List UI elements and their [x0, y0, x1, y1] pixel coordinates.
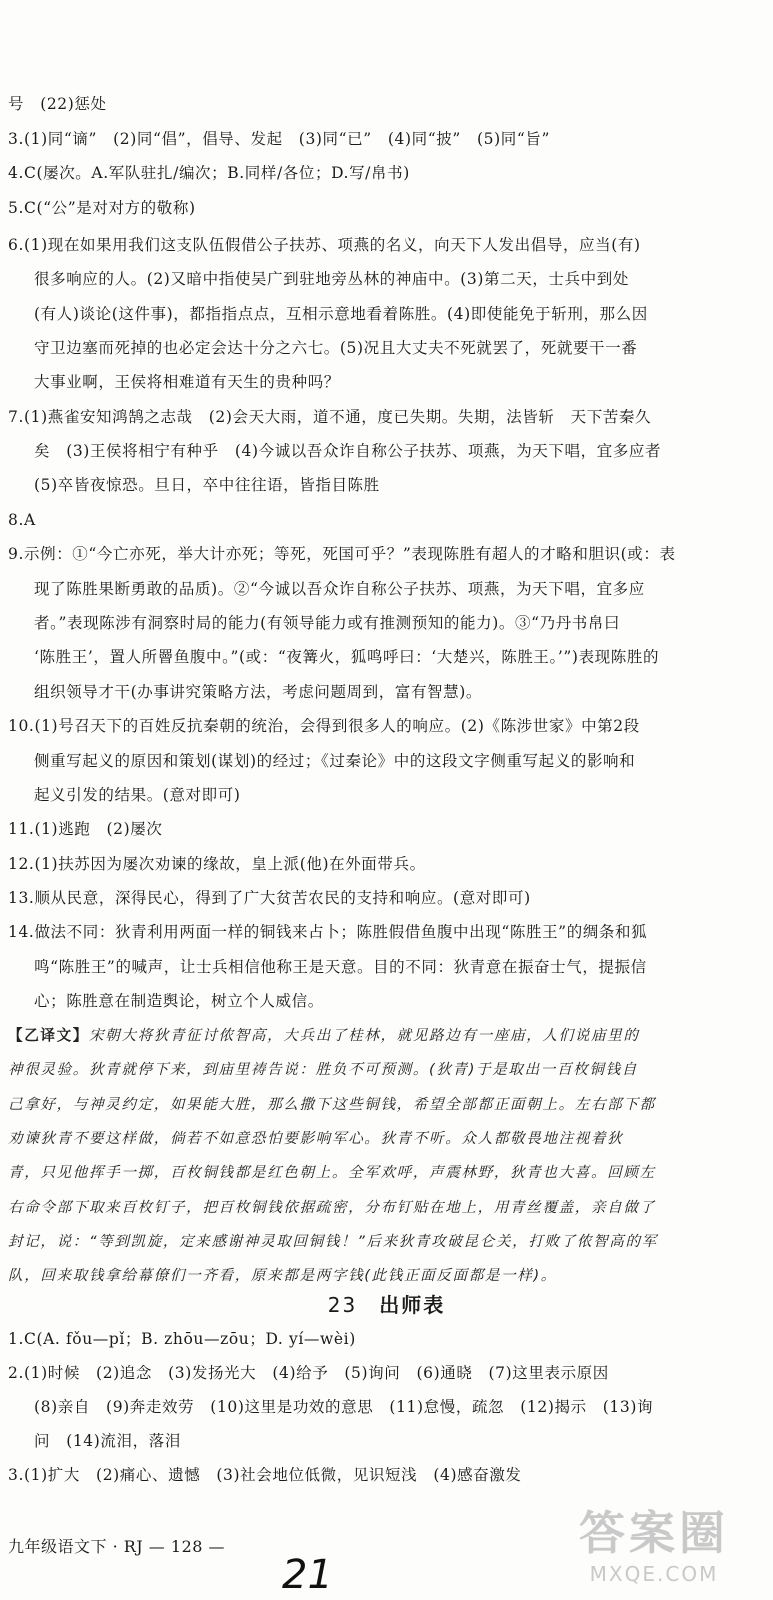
translation-line: 己拿好，与神灵约定，如果能大胜，那么撒下这些铜钱，希望全部都正面朝上。左右部下都: [8, 1096, 656, 1113]
section-title: [0, 1289, 773, 1318]
watermark: [548, 1505, 760, 1593]
answer-line: (8)亲自 (9)奔走效劳 (10)这里是功效的意思 (11)怠慢，疏忽 (12)揭示 (13)询: [34, 1398, 654, 1416]
answer-line: 14.做法不同：狄青利用两面一样的铜钱来占卜；陈胜假借鱼腹中出现“陈胜王”的绸条和狐: [8, 923, 648, 941]
translation-line: 队，回来取钱拿给幕僚们一齐看，原来都是两字钱(此钱正面反面都是一样)。: [8, 1267, 557, 1284]
watermark-logo: 答案圈: [579, 1506, 729, 1560]
section-heading: 出师表: [379, 1293, 446, 1317]
answer-line: (有人)谈论(这件事)，都指指点点，互相示意地看着陈胜。(4)即使能免于斩刑，那么因: [34, 305, 648, 323]
answer-line: 起义引发的结果。(意对即可): [34, 786, 241, 804]
answer-line: (5)卒皆夜惊恐。旦日，卒中往往语，皆指目陈胜: [34, 476, 380, 494]
answer-line: 9.示例：①“今亡亦死，举大计亦死；等死，死国可乎？”表现陈胜有超人的才略和胆识(或：表: [8, 545, 676, 563]
translation-line: [8, 1025, 761, 1047]
answer-line: 现了陈胜果断勇敢的品质)。②“今诚以吾众诈自称公子扶苏、项燕，为天下唱，宜多应: [34, 580, 645, 598]
answer-line: 侧重写起义的原因和策划(谋划)的经过；《过秦论》中的这段文字侧重写起义的影响和: [34, 752, 636, 770]
translation-line: 封记，说：“等到凯旋，定来感谢神灵取回铜钱！”后来狄青攻破昆仑关，打败了侬智高的军: [8, 1233, 658, 1250]
section-number: 23: [327, 1293, 358, 1317]
answer-line: 8.A: [8, 511, 36, 529]
answer-line: 者。”表现陈涉有洞察时局的能力(有领导能力或有推测预知的能力)。③“乃丹书帛曰: [34, 614, 621, 632]
translation-text: 宋朝大将狄青征讨侬智高，大兵出了桂林，就见路边有一座庙，人们说庙里的: [88, 1027, 640, 1044]
answer-line: 1.C(A. fǒu—pǐ；B. zhōu—zōu；D. yí—wèi): [8, 1330, 356, 1348]
translation-label: 【乙译文】: [8, 1027, 89, 1044]
answer-line: 鸣“陈胜王”的喊声，让士兵相信他称王是天意。目的不同：狄青意在振奋士气，提振信: [34, 958, 647, 976]
answer-line: 心；陈胜意在制造舆论，树立个人威信。: [34, 992, 324, 1010]
answer-line: 5.C(“公”是对对方的敬称): [8, 199, 196, 217]
page-footer: 九年级语文下 · RJ — 128 —: [8, 1537, 226, 1556]
translation-line: 劝谏狄青不要这样做，倘若不如意恐怕要影响军心。狄青不听。众人都敬畏地注视着狄: [8, 1130, 624, 1147]
answer-line: 6.(1)现在如果用我们这支队伍假借公子扶苏、项燕的名义，向天下人发出倡导，应当(有): [8, 236, 641, 254]
answer-line: 13.顺从民意，深得民心，得到了广大贫苦农民的支持和响应。(意对即可): [8, 889, 531, 907]
answer-line: 12.(1)扶苏因为屡次劝谏的缘故，皇上派(他)在外面带兵。: [8, 855, 426, 873]
answer-line: 组织领导才干(办事讲究策略方法，考虑问题周到，富有智慧)。: [34, 683, 482, 701]
answer-line: 3.(1)同“谪” (2)同“倡”，倡导、发起 (3)同“已” (4)同“披” (5)同“旨”: [8, 130, 551, 148]
answer-line: 10.(1)号召天下的百姓反抗秦朝的统治，会得到很多人的响应。(2)《陈涉世家》中第2段: [8, 717, 640, 735]
watermark-url: MXQE.COM: [589, 1562, 719, 1586]
answer-line: 7.(1)燕雀安知鸿鹄之志哉 (2)会天大雨，道不通，度已失期。失期，法皆斩 天下苦秦久: [8, 408, 652, 426]
answer-line: 2.(1)时候 (2)追念 (3)发扬光大 (4)给予 (5)询问 (6)通晓 (7)这里表示原因: [8, 1364, 609, 1382]
answer-line: 守卫边塞而死掉的也必定会达十分之六七。(5)况且大丈夫不死就罢了，死就要干一番: [34, 339, 638, 357]
translation-line: 青，只见他挥手一掷，百枚铜钱都是红色朝上。全军欢呼，声震林野，狄青也大喜。回顾左: [8, 1164, 656, 1181]
translation-line: 神很灵验。狄青就停下来，到庙里祷告说：胜负不可预测。(狄青)于是取出一百枚铜钱自: [8, 1061, 638, 1078]
answer-line: 4.C(屡次。A.军队驻扎/编次；B.同样/各位；D.写/帛书): [8, 164, 410, 182]
answer-line: ‘陈胜王’，置人所罾鱼腹中。”(或：“夜篝火，狐鸣呼曰：‘大楚兴，陈胜王。’”)表现陈胜的: [34, 648, 660, 666]
answer-line: 号 (22)惩处: [8, 95, 107, 113]
answer-line: 大事业啊，王侯将相难道有天生的贵种吗？: [34, 373, 340, 391]
answer-line: 很多响应的人。(2)又暗中指使吴广到驻地旁丛林的神庙中。(3)第二天，士兵中到处: [34, 270, 629, 288]
handwritten-page-number: 21: [282, 1552, 333, 1598]
answer-line: 3.(1)扩大 (2)痛心、遗憾 (3)社会地位低微，见识短浅 (4)感奋激发: [8, 1466, 522, 1484]
translation-line: 右命令部下取来百枚钉子，把百枚铜钱依据疏密，分布钉贴在地上，用青丝覆盖，亲自做了: [8, 1199, 656, 1216]
answer-line: 11.(1)逃跑 (2)屡次: [8, 820, 163, 838]
answer-line: 问 (14)流泪，落泪: [34, 1432, 181, 1450]
answer-line: 矣 (3)王侯将相宁有种乎 (4)今诚以吾众诈自称公子扶苏、项燕，为天下唱，宜多应者: [34, 442, 662, 460]
